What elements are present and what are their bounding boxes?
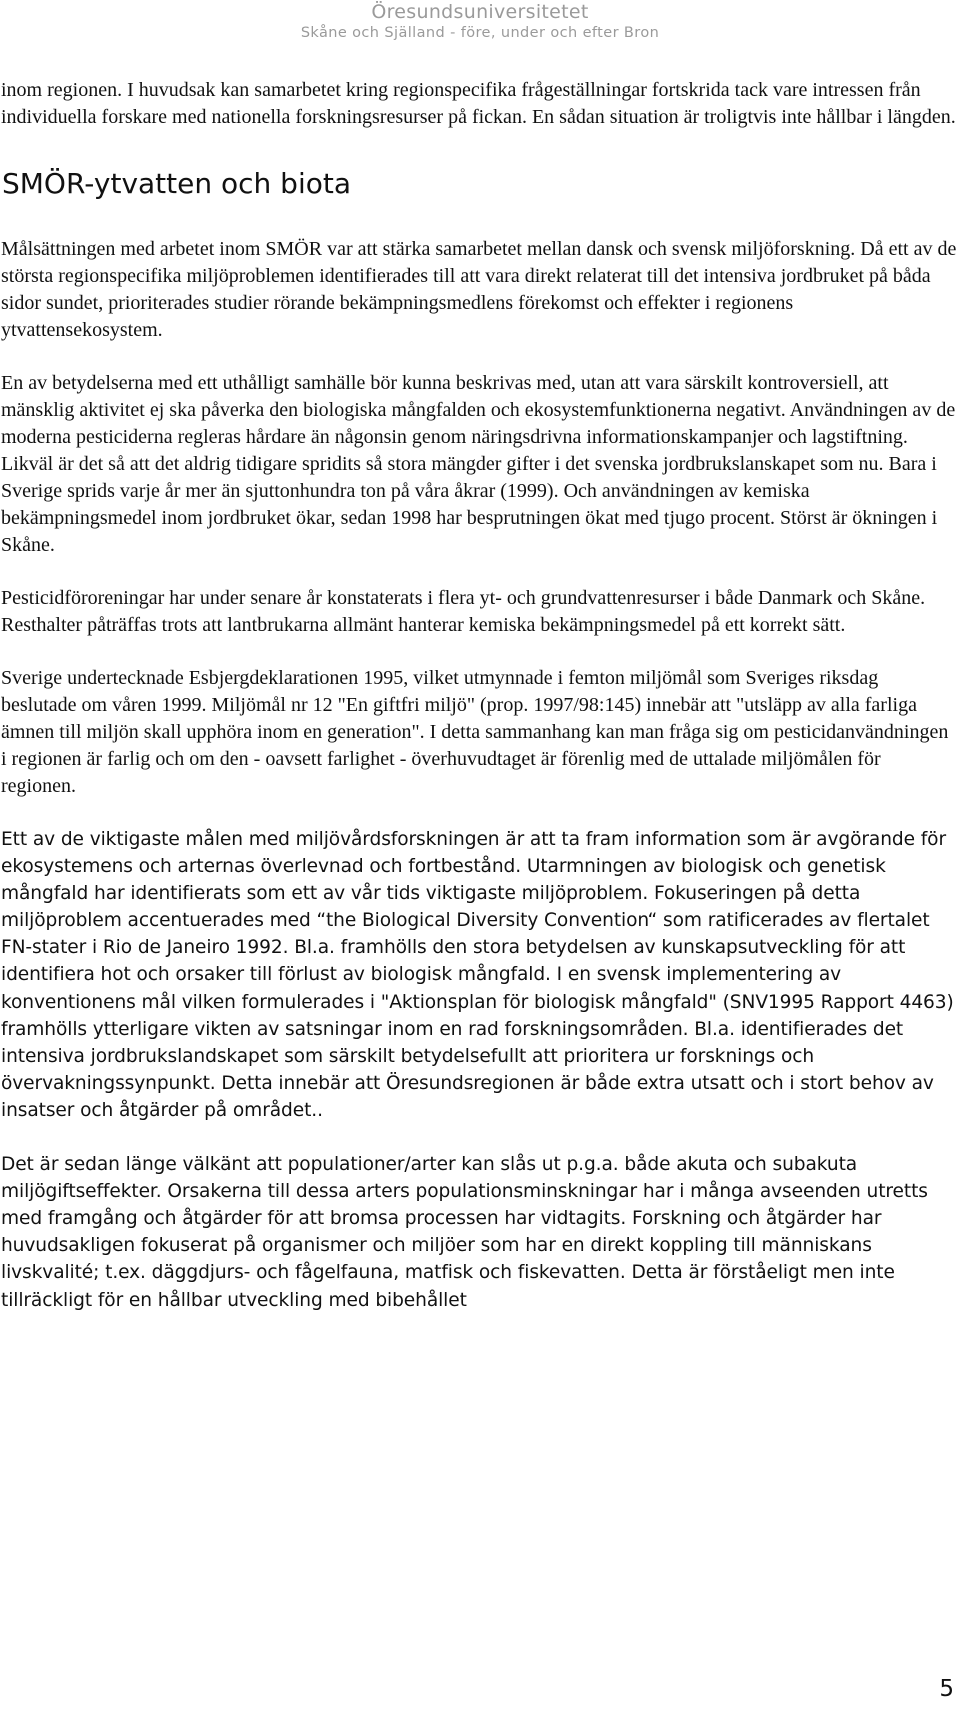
body-text: [1, 77, 957, 1314]
running-header: [0, 0, 960, 42]
paragraph-4: Pesticidföroreningar har under senare år konstaterats i flera yt- och grundvattenresurser i både Danmark och Skåne. Resthalter påträffas trots att lantbrukarna allmänt hanterar kemiska bekämpningsmedel på ett korrekt sätt.: [1, 587, 926, 636]
paragraph-5: Sverige undertecknade Esbjergdeklarationen 1995, vilket utmynnade i femton miljömål som Sveriges riksdag beslutade om våren 1999. Miljömål nr 12 "En giftfri miljö" (prop. 1997/98:145) innebär att "utsläpp av alla farliga ämnen till miljön skall upphöra inom en generation". I detta sammanhang kan man fråga sig om pesticidanvändningen i regionen är farlig och om den - oavsett farlighet - överhuvudtaget är förenlig med de uttalade miljömålen för regionen.: [1, 667, 949, 797]
paragraph-1: inom regionen. I huvudsak kan samarbetet kring regionspecifika frågeställningar fortskrida tack vare intressen från individuella forskare med nationella forskningsresurser på fickan. En sådan situation är troligtvis inte hållbar i längden.: [1, 79, 956, 128]
paragraph-6: Ett av de viktigaste målen med miljövårdsforskningen är att ta fram information som är avgörande för ekosystemens och arternas överlevnad och fortbestånd. Utarmningen av biologisk och genetisk mångfald har identifierats som ett av vår tids viktigaste miljöproblem. Fokuseringen på detta miljöproblem accentuerades med “the Biological Diversity Convention“ som ratificerades av flertalet FN-stater i Rio de Janeiro 1992. Bl.a. framhölls den stora betydelsen av kunskapsutveckling för att identifiera hot och orsaker till förlust av biologisk mångfald. I en svensk implementering av konventionens mål vilken formulerades i "Aktionsplan för biologisk mångfald" (SNV1995 Rapport 4463) framhölls ytterligare vikten av satsningar inom en rad forskningsområden. Bl.a. identifierades det intensiva jordbrukslandskapet som särskilt betydelsefullt att prioritera ur forsknings och övervakningssynpunkt. Detta innebär att Öresundsregionen är både extra utsatt och i stort behov av insatser och åtgärder på området..: [1, 829, 954, 1121]
page-number: 5: [939, 1676, 954, 1702]
paragraph-2: Målsättningen med arbetet inom SMÖR var att stärka samarbetet mellan dansk och svensk miljöforskning. Då ett av de största regionspecifika miljöproblemen identifierades till att vara direkt relaterat till det intensiva jordbruket på båda sidor sundet, prioriterades studier rörande bekämpningsmedlens förekomst och effekter i regionens ytvattensekosystem.: [1, 238, 957, 341]
paragraph-7: Det är sedan länge välkänt att populationer/arter kan slås ut p.g.a. både akuta och subakuta miljögiftseffekter. Orsakerna till dessa arters populationsminskningar har i många avseenden utretts med framgång och åtgärder för att bromsa processen har vidtagits. Forskning och åtgärder har huvudsakligen fokuserat på organismer och miljöer som har en direkt koppling till människans livskvalité; t.ex. däggdjurs- och fågelfauna, matfisk och fiskevatten. Detta är förståeligt men inte tillräckligt för en hållbar utveckling med bibehållet: [1, 1154, 928, 1311]
header-subtitle: Skåne och Själland - före, under och efter Bron: [300, 25, 660, 41]
paragraph-3: En av betydelserna med ett uthålligt samhälle bör kunna beskrivas med, utan att vara särskilt kontroversiell, att mänsklig aktivitet ej ska påverka den biologiska mångfalden och ekosystemfunktionerna negativt. Användningen av de moderna pesticiderna regleras hårdare än någonsin genom näringsdrivna informationskampanjer och lagstiftning. Likväl är det så att det aldrig tidigare spridits så stora mängder gifter i det svenska jordbrukslanskapet som nu. Bara i Sverige sprids varje år mer än sjuttonhundra ton på våra åkrar (1999). Och användningen av kemiska bekämpningsmedel inom jordbruket ökar, sedan 1998 har besprutningen ökat med tjugo procent. Störst är ökningen i Skåne.: [1, 372, 956, 556]
header-title: Öresundsuniversitetet: [371, 1, 589, 23]
section-heading: SMÖR-ytvatten och biota: [2, 167, 352, 200]
